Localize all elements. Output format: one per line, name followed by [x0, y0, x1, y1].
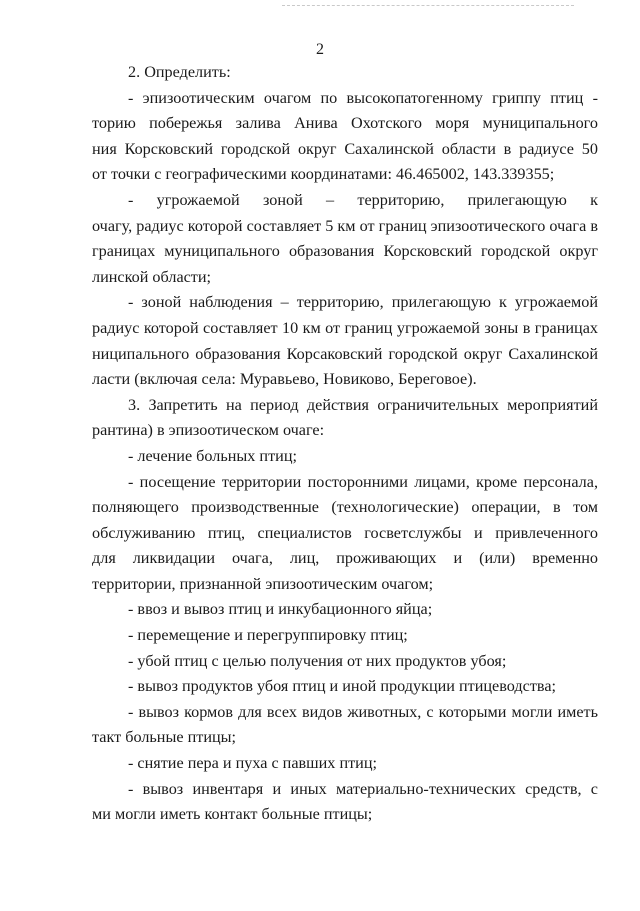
text-line: ния Корсковский городской округ Сахалинской области в радиусе 50 [92, 139, 598, 158]
section-heading-prohibit: 3. Запретить на период действия ограничительных мероприятий [128, 395, 598, 414]
text-line: для ликвидации очага, лиц, проживающих и (или) временно [92, 549, 598, 568]
text-line: рантина) в эпизоотическом очаге: [92, 421, 325, 440]
scan-artifact-line [282, 5, 574, 6]
text-line: - эпизоотическим очагом по высокопатогенному гриппу птиц - [128, 88, 598, 107]
text-line: очагу, радиус которой составляет 5 км от границ эпизоотического очага в [92, 216, 598, 235]
text-line: радиус которой составляет 10 км от границ угрожаемой зоны в границах [92, 318, 598, 337]
text-line: ми могли иметь контакт больные птицы; [92, 805, 373, 824]
text-line: ниципального образования Корсаковский городской округ Сахалинской [92, 344, 598, 363]
document-body [92, 60, 598, 828]
text-line: такт больные птицы; [92, 728, 237, 747]
text-line: полняющего производственные (технологические) операции, в том [92, 498, 598, 517]
list-item: - убой птиц с целью получения от них продуктов убоя; [128, 651, 507, 670]
text-line: от точки с географическими координатами: 46.465002, 143.339355; [92, 165, 555, 184]
list-item: - ввоз и вывоз птиц и инкубационного яйца; [128, 600, 433, 619]
section-heading-define: 2. Определить: [128, 63, 231, 81]
text-line: торию побережья залива Анива Охотского моря муниципального [92, 114, 598, 133]
text-line: территории, признанной эпизоотическим очагом; [92, 574, 434, 593]
text-line: границах муниципального образования Корсковский городской округ [92, 242, 598, 261]
list-item: - вывоз инвентаря и иных материально-технических средств, с [128, 779, 598, 798]
list-item: - перемещение и перегруппировку птиц; [128, 626, 408, 645]
list-item: - вывоз кормов для всех видов животных, с которыми могли иметь [128, 702, 598, 721]
text-line: ласти (включая села: Муравьево, Новиково, Береговое). [92, 370, 477, 389]
text-line: линской области; [92, 267, 212, 286]
text-line: - угрожаемой зоной – территорию, прилегающую к [128, 190, 598, 209]
page-number: 2 [316, 41, 324, 58]
list-item: - лечение больных птиц; [128, 446, 297, 465]
text-line: - зоной наблюдения – территорию, прилегающую к угрожаемой [128, 293, 598, 312]
list-item: - вывоз продуктов убоя птиц и иной продукции птицеводства; [128, 677, 557, 696]
text-line: обслуживанию птиц, специалистов госветслужбы и привлеченного [92, 523, 598, 542]
list-item: - посещение территории посторонними лицами, кроме персонала, [128, 472, 598, 491]
list-item: - снятие пера и пуха с павших птиц; [128, 754, 378, 773]
